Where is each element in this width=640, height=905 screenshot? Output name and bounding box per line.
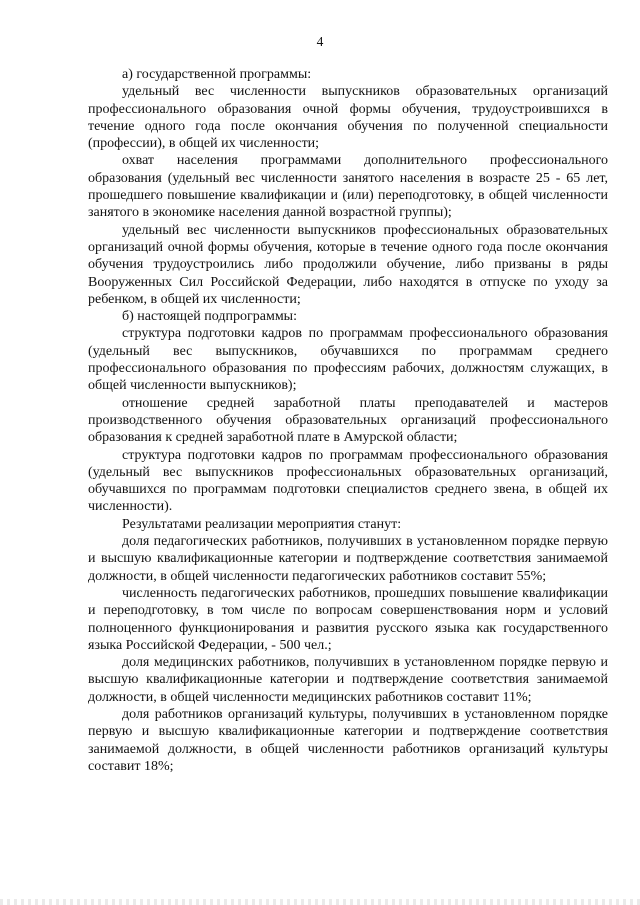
paragraph-culture-workers-qualification: доля работников организаций культуры, получивших в установленном порядке первую и высшую квалификационные категории и подтверждение соответствия занимаемой должности, в общей численности работников организаций культуры составит 18%; bbox=[88, 706, 608, 774]
page-number: 4 bbox=[316, 34, 324, 49]
section-heading-state-program: а) государственной программы: bbox=[122, 67, 312, 82]
paragraph-results-intro: Результатами реализации мероприятия станут: bbox=[122, 516, 402, 532]
paragraph-graduates-employed-or-continued: удельный вес численности выпускников профессиональных образовательных организаций очной формы обучения, которые в течение одного года после окончания обучения трудоустроились либо продолжили обучение, либо призваны в ряды Вооруженных Сил Российской Федерации, либо находятся в отпуске по уходу за ребенком, в общей их численности; bbox=[88, 222, 608, 307]
paragraph-training-structure-specialists: структура подготовки кадров по программам профессионального образования (удельный вес выпускников профессиональных образовательных организаций, обучавшихся по программам подготовки специалистов среднего звена, в общей их численности). bbox=[88, 447, 608, 515]
document-body bbox=[88, 66, 608, 775]
paragraph-teachers-training-count: численность педагогических работников, прошедших повышение квалификации и переподготовку, в том числе по вопросам совершенствования норм и условий полноценного функционирования и развития русского языка как государственного языка Российской Федерации, - 500 чел.; bbox=[88, 585, 608, 653]
paragraph-teachers-qualification: доля педагогических работников, получивших в установленном порядке первую и высшую квалификационные категории и подтверждение соответствия занимаемой должности, в общей численности педагогических работников составит 55%; bbox=[88, 534, 608, 584]
section-heading-subprogram: б) настоящей подпрограммы: bbox=[122, 309, 297, 325]
paragraph-additional-education-coverage: охват населения программами дополнительного профессионального образования (удельный вес численности занятого населения в возрасте 25 - 65 лет, прошедшего повышение квалификации и (или) переподготовку, в общей численности занятого в экономике населения данной возрастной группы); bbox=[88, 153, 608, 221]
scan-bottom-edge bbox=[0, 899, 640, 905]
paragraph-graduates-employed-share: удельный вес численности выпускников образовательных организаций профессионального образования очной формы обучения, трудоустроившихся в течение одного года после окончания обучения по полученной специальности (профессии), в общей их численности; bbox=[88, 84, 608, 152]
paragraph-salary-ratio: отношение средней заработной платы преподавателей и мастеров производственного обучения образовательных организаций профессионального образования к средней заработной плате в Амурской области; bbox=[88, 395, 608, 446]
paragraph-training-structure-workers: структура подготовки кадров по программам профессионального образования (удельный вес выпускников, обучавшихся по программам среднего профессионального образования по профессиям рабочих, должностям служащих, в общей численности выпускников); bbox=[88, 326, 608, 394]
paragraph-medical-workers-qualification: доля медицинских работников, получивших в установленном порядке первую и высшую квалификационные категории и подтверждение соответствия занимаемой должности, в общей численности медицинских работников составит 11%; bbox=[88, 655, 608, 705]
